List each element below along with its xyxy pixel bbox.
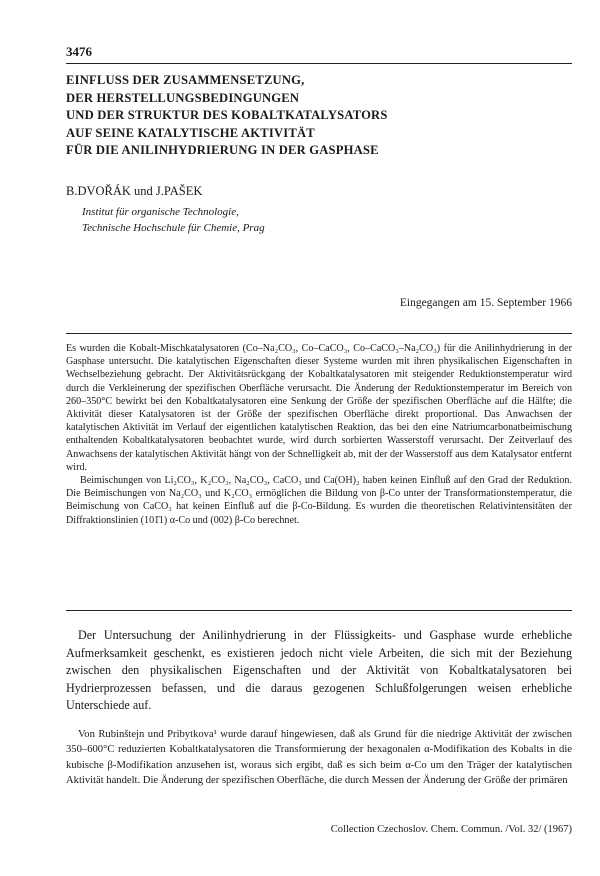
intro-paragraph: Der Untersuchung der Anilinhydrierung in der Flüssigkeits- und Gasphase wurde erhebliche Aufmerksamkeit geschenkt, es existieren jedoch nicht viele Arbeiten, die sich mit der Beziehung zwischen den physikalischen Eigenschaften und der Aktivität von Kobaltkatalysatoren bei Hydrierprozessen befassen, und die daraus gezogenen Schlußfolgerungen weisen erhebliche Unterschiede auf. bbox=[66, 628, 572, 713]
abstract bbox=[66, 342, 572, 527]
abstract-paragraph: Beimischungen von Li₂CO₃, K₂CO₃, Na₂CO₃, CaCO₃ und Ca(OH)₂ haben keinen Einfluß auf den Grad der Reduktion. Die Beimischungen von Na₂CO₃ und K₂CO₃ ermöglichen die Bildung von β-Co unter der Transformationstemperatur, die Beimischung von CaCO₃ hat keinen Einfluß auf die β-Co-Bildung. Es wurden die theoretischen Relativintensitäten der Diffraktionslinien (101̄1) α-Co und (002) β-Co berechnet. bbox=[66, 475, 572, 526]
body-text bbox=[66, 727, 572, 788]
abstract-paragraph: Es wurden die Kobalt-Mischkatalysatoren (Co–Na₂CO₃, Co–CaCO₃, Co–CaCO₃–Na₂CO₃) für die Anilinhydrierung in der Gasphase untersucht. Die katalytischen Eigenschaften dieser Systeme wurden mit ihren physikalischen Eigenschaften in Wechselbeziehung gebracht. Der Aktivitätsrückgang der Kobaltkatalysatoren mit steigender Reduktionstemperatur wird durch die Verkleinerung der spezifischen Oberfläche verursacht. Die Änderung der Reduktionstemperatur im Bereich von 260–350°C bewirkt bei den Kobaltkatalysatoren eine Senkung der Größe der spezifischen Oberfläche auf die Hälfte; die Aktivität dieser Katalysatoren ist der Größe der spezifischen Oberfläche direkt proportional. Das Anwachsen der katalytischen Aktivität im Verlauf der eigentlichen katalytischen Reaktion, das bei den eine Natriumcarbonatbeimischung enthaltenden Kobaltkatalysatoren beobachtet wurde, wird durch sorbierten Wasserstoff verursacht. Der Zeitverlauf des Anwachsens der katalytischen Aktivität hängt von der Schnelligkeit ab, mit der der Wasserstoff aus dem Katalysator entfernt wird. bbox=[66, 343, 572, 473]
introduction bbox=[66, 627, 572, 715]
authors: B.DVOŘÁK und J.PAŠEK bbox=[66, 184, 203, 198]
title-line: FÜR DIE ANILINHYDRIERUNG IN DER GASPHASE bbox=[66, 143, 379, 157]
title-line: AUF SEINE KATALYTISCHE AKTIVITÄT bbox=[66, 125, 315, 140]
page-number: 3476 bbox=[66, 44, 92, 59]
affiliation-line: Institut für organische Technologie, bbox=[82, 206, 239, 218]
affiliation bbox=[82, 205, 265, 236]
header-rule bbox=[66, 63, 572, 64]
body-paragraph: Von Rubinštejn und Pribytkova¹ wurde darauf hingewiesen, daß als Grund für die niedrige Aktivität der zwischen 350–600°C reduzierten Kobaltkatalysatoren die Transformierung der hexagonalen α-Modifikation des Kobalts in die kubische β-Modifikation anzusehen ist, woraus sich ergibt, daß es sich beim α-Co um den Träger der katalytischen Aktivität handelt. Die Änderung der spezifischen Oberfläche, die durch Messen der Änderung der Größe der primären bbox=[66, 729, 572, 786]
article-title bbox=[66, 72, 572, 160]
title-line: DER HERSTELLUNGSBEDINGUNGEN bbox=[66, 90, 300, 105]
abstract-top-rule bbox=[66, 333, 572, 334]
received-date: Eingegangen am 15. September 1966 bbox=[399, 297, 572, 309]
title-line: UND DER STRUKTUR DES KOBALTKATALYSATORS bbox=[66, 108, 388, 122]
title-line: EINFLUSS DER ZUSAMMENSETZUNG, bbox=[66, 73, 305, 87]
journal-footer: Collection Czechoslov. Chem. Commun. /Vol. 32/ (1967) bbox=[330, 824, 572, 835]
affiliation-line: Technische Hochschule für Chemie, Prag bbox=[82, 221, 265, 234]
abstract-bottom-rule bbox=[66, 610, 572, 611]
